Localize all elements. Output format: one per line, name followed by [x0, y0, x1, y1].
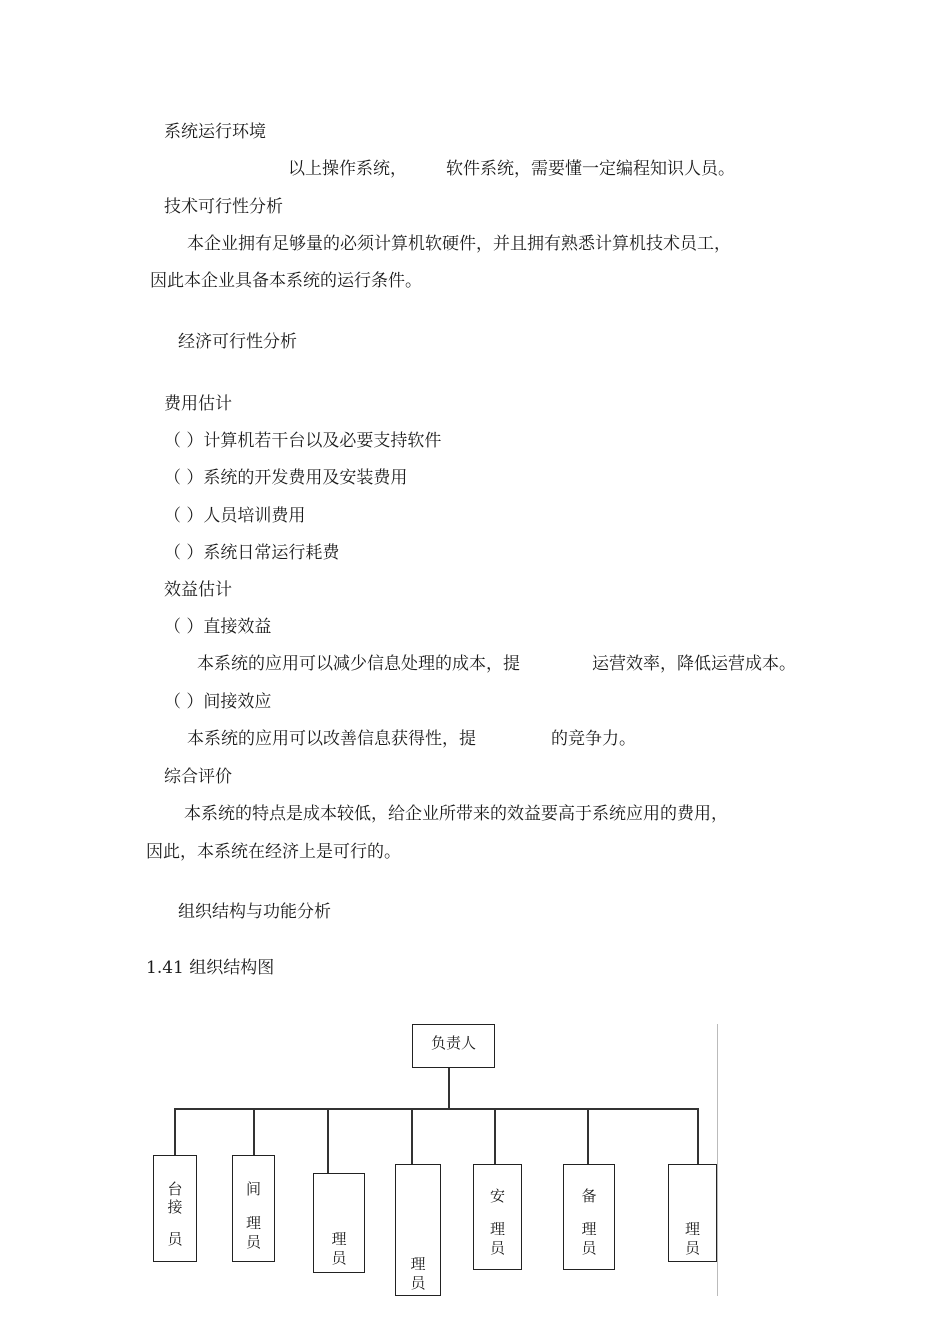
- heading-cost-estimate: 费用估计: [164, 394, 232, 414]
- cost-item-4: （ ）系统日常运行耗费: [164, 543, 340, 563]
- heading-tech-feasibility: 技术可行性分析: [164, 197, 283, 217]
- org-child-box-6: [563, 1164, 615, 1270]
- heading-org-structure: 组织结构与功能分析: [178, 902, 331, 922]
- org-child-box-1: [153, 1155, 197, 1262]
- org-child-2-top: 间: [245, 1180, 261, 1198]
- org-root-label: 负责人: [430, 1034, 476, 1052]
- org-right-edge: [717, 1024, 718, 1296]
- org-child-2-bottom: 理 员: [245, 1214, 261, 1251]
- org-child-connector-6: [587, 1108, 589, 1164]
- benefit-2-desc-part2: 的竞争力。: [551, 729, 636, 749]
- org-child-6-bottom: 理 员: [581, 1220, 597, 1257]
- benefit-item-2: （ ）间接效应: [164, 692, 272, 712]
- env-text-part1: 以上操作系统，: [288, 159, 407, 179]
- org-child-5-top: 安: [489, 1187, 505, 1205]
- org-child-connector-1: [174, 1108, 176, 1155]
- org-child-3-bottom: 理 员: [331, 1230, 347, 1267]
- org-child-7-bottom: 理 员: [684, 1220, 700, 1257]
- org-child-1-mid: 接: [167, 1198, 183, 1216]
- heading-benefit-estimate: 效益估计: [164, 580, 232, 600]
- heading-system-environment: 系统运行环境: [164, 122, 266, 142]
- org-child-1-bottom: 员: [167, 1230, 183, 1248]
- org-child-6-top: 备: [581, 1187, 597, 1205]
- cost-item-3: （ ）人员培训费用: [164, 506, 306, 526]
- org-child-connector-4: [411, 1108, 413, 1164]
- benefit-1-desc-part1: 本系统的应用可以减少信息处理的成本，提: [197, 654, 520, 674]
- tech-paragraph-line2: 因此本企业具备本系统的运行条件。: [150, 271, 422, 291]
- org-child-box-5: [473, 1164, 522, 1270]
- org-child-1-top: 台: [167, 1180, 183, 1198]
- benefit-1-desc-part2: 运营效率，降低运营成本。: [592, 654, 796, 674]
- org-child-connector-5: [494, 1108, 496, 1164]
- cost-item-1: （ ）计算机若干台以及必要支持软件: [164, 431, 442, 451]
- cost-item-2: （ ）系统的开发费用及安装费用: [164, 468, 408, 488]
- eval-paragraph-line2: 因此，本系统在经济上是可行的。: [146, 842, 401, 862]
- org-child-4-bottom: 理 员: [410, 1255, 426, 1292]
- heading-org-chart: 1.41 组织结构图: [146, 958, 275, 978]
- env-text-part2: 软件系统，需要懂一定编程知识人员。: [446, 159, 735, 179]
- org-child-box-4: [395, 1164, 441, 1296]
- org-child-connector-2: [253, 1108, 255, 1155]
- org-child-box-2: [232, 1155, 275, 1262]
- org-child-box-7: [668, 1164, 717, 1262]
- tech-paragraph-line1: 本企业拥有足够量的必须计算机软硬件，并且拥有熟悉计算机技术员工，: [187, 234, 731, 254]
- org-child-box-3: [313, 1173, 365, 1273]
- benefit-item-1: （ ）直接效益: [164, 617, 272, 637]
- org-child-5-bottom: 理 员: [489, 1220, 505, 1257]
- org-child-connector-7: [697, 1108, 699, 1164]
- benefit-2-desc-part1: 本系统的应用可以改善信息获得性，提: [187, 729, 476, 749]
- eval-paragraph-line1: 本系统的特点是成本较低，给企业所带来的效益要高于系统应用的费用，: [184, 804, 728, 824]
- org-root-box: [412, 1024, 495, 1068]
- heading-overall-evaluation: 综合评价: [164, 767, 232, 787]
- org-child-connector-3: [327, 1108, 329, 1173]
- heading-econ-feasibility: 经济可行性分析: [178, 332, 297, 352]
- org-root-connector: [448, 1068, 450, 1109]
